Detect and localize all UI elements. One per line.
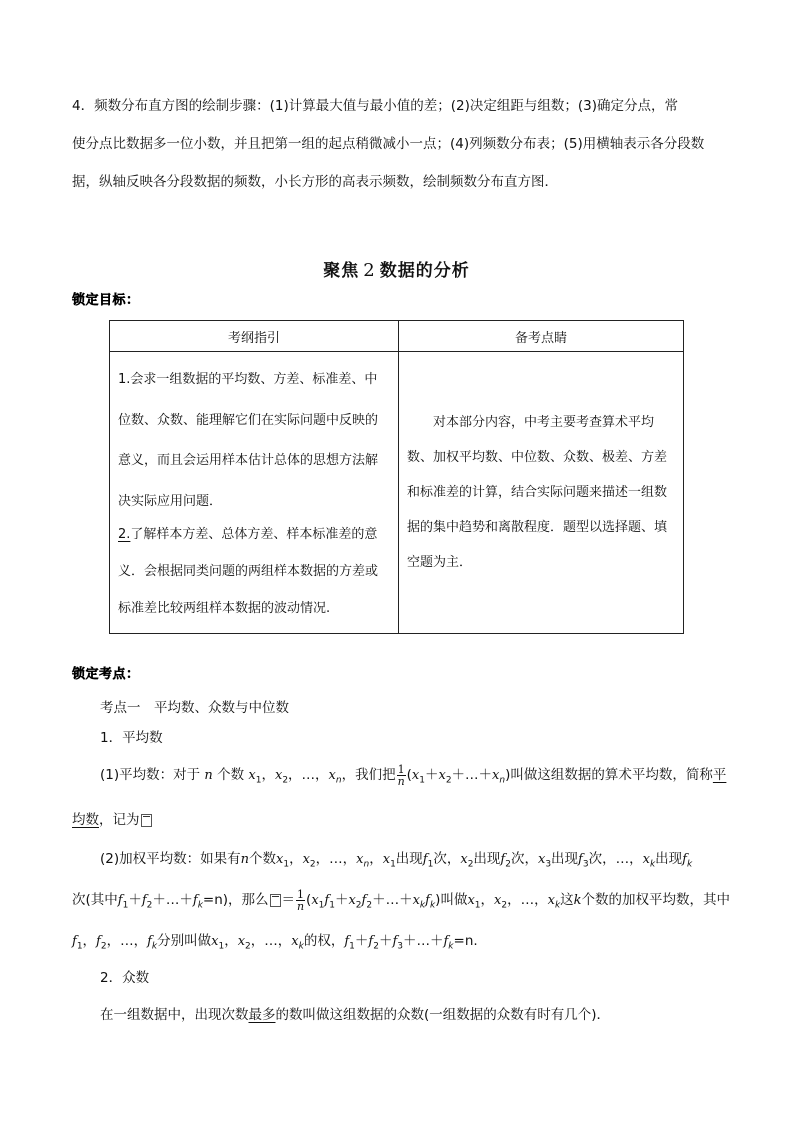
cell-key-points [399,352,684,634]
w-times-1: 次， [433,851,461,867]
goals-table [109,320,684,634]
guide-item-2-text: 了解样本方差、总体方差、样本标准差的意义．会根据同类问题的两组样本数据的方差或标准差比较两组样本数据的波动情况. [118,527,379,616]
cell-guide [110,352,399,634]
para-histogram-line1: 4．频数分布直方图的绘制步骤：(1)计算最大值与最小值的差；(2)决定组距与组数；(3)确定分点，常 [72,98,678,114]
w-times-3: 次，…， [588,851,643,867]
fraction-one-over-n: $\frac{1}{n}$ [397,762,405,788]
para-histogram-line3: 据，纵轴反映各分段数据的频数，小长方形的高表示频数，绘制频数分布直方图． [72,174,558,190]
w-sum-eq-n: =n. [453,933,478,949]
mean-denoted: ，记为 [99,812,140,828]
mode-text-a: 在一组数据中，出现次数 [100,1007,249,1023]
goals-table-header-row [110,321,684,352]
w-times-2: 次， [510,851,538,867]
w-these: 这 [560,892,574,908]
header-key-points: 备考点睛 [399,321,684,352]
w-then: =n)，那么 [202,892,269,908]
weighted-count-text: 个数 [249,851,276,867]
section-title-b: 数据的分析 [379,261,470,281]
tag-lock-goal: 锁定目标： [72,293,140,308]
tag-lock-points: 锁定考点： [72,667,140,682]
w-weighted-called: 个数的加权平均数，其中 [581,892,731,908]
weighted-mean-line2: 次(其中$f_1+f_2+\dots+f_k=n$)，那么 ＝ $\frac{1}{n}$ $(x_1f_1+x_2f_2+\dots+x_kf_k)$叫做$x_1$，$x_2$，…，$x_k$这k个数的加权平均数，其中 [72,887,731,913]
fraction-one-over-n-2: $\frac{1}{n}$ [297,887,305,913]
guide-item-2 [118,516,388,627]
subheading-mode: 2．众数 [100,970,150,986]
goals-table-body-row [110,352,684,634]
section-title-num: 2 [363,260,376,281]
x-bar-symbol [141,814,152,827]
para-histogram-line2: 使分点比数据多一位小数，并且把第一组的起点稍微减小一点；(4)列频数分布表；(5)用横轴表示各分段数 [72,136,705,152]
weighted-mean-line1: (2)加权平均数：如果有n个数$x_1$，$x_2$，…，$x_n$，$x_1$出现$f_1$次，$x_2$出现$f_2$次，$x_3$出现$f_3$次，…，$x_k$出现$f_k$ [100,851,693,870]
var-k: k [573,893,582,908]
guide-item-2-num: 2. [118,527,131,542]
mean-definition-line2 [72,808,153,828]
w-respectively: 分别叫做 [157,933,212,949]
weighted-mean-label: (2)加权平均数：如果有 [100,851,241,867]
mode-text-c: 的数叫做这组数据的众数(一组数据的众数有时有几个)． [275,1007,611,1023]
section-title [0,256,793,281]
mode-definition [100,1003,610,1023]
w-times-k: 次(其中 [72,892,118,908]
weighted-mean-line3: $f_1$，$f_2$，…，$f_k$分别叫做$x_1$，$x_2$，…，$x_k$的权，$f_1+f_2+f_3+\dots+f_k=n$. [72,933,478,952]
mean-called: 叫做这组数据的算术平均数，简称 [510,767,713,783]
kaodian-1-title: 考点一 平均数、众数与中位数 [100,700,289,716]
mean-definition-line1: (1)平均数：对于 n 个数 $x_1$，$x_2$，…，$x_n$，我们把 $\frac{1}{n}$ $(x_1+x_2+\dots+x_n)$叫做这组数据的算术平均数，简称平 [100,762,727,788]
subheading-mean: 1．平均数 [100,730,163,746]
header-guide: 考纲指引 [110,321,399,352]
w-appear-1: 出现 [395,851,423,867]
x-bar-symbol-2 [270,894,281,907]
w-called: 叫做 [440,892,468,908]
mean-count-text: 个数 [217,767,245,783]
guide-item-1: 1.会求一组数据的平均数、方差、标准差、中位数、众数、能理解它们在实际问题中反映的意义，而且会运用样本估计总体的思想方法解决实际应用问题． [118,372,379,509]
mean-label: (1)平均数：对于 [100,767,201,783]
w-weights: 的权， [303,933,345,949]
w-appear-k: 出现 [655,851,683,867]
key-points-text: 对本部分内容，中考主要考查算术平均数、加权平均数、中位数、众数、极差、方差和标准差的计算，结合实际问题来描述一组数据的集中趋势和离散程度．题型以选择题、填空题为主． [407,415,668,570]
fraction-numerator: 1 [397,762,405,776]
mean-short-name-a: 平 [712,767,727,783]
mean-we-take: ，我们把 [341,767,396,783]
w-appear-3: 出现 [551,851,579,867]
mean-short-name-b: 均数 [72,812,99,828]
section-title-a: 聚焦 [323,261,360,281]
var-n: n [204,768,213,783]
mode-most: 最多 [248,1007,276,1023]
w-appear-2: 出现 [473,851,501,867]
